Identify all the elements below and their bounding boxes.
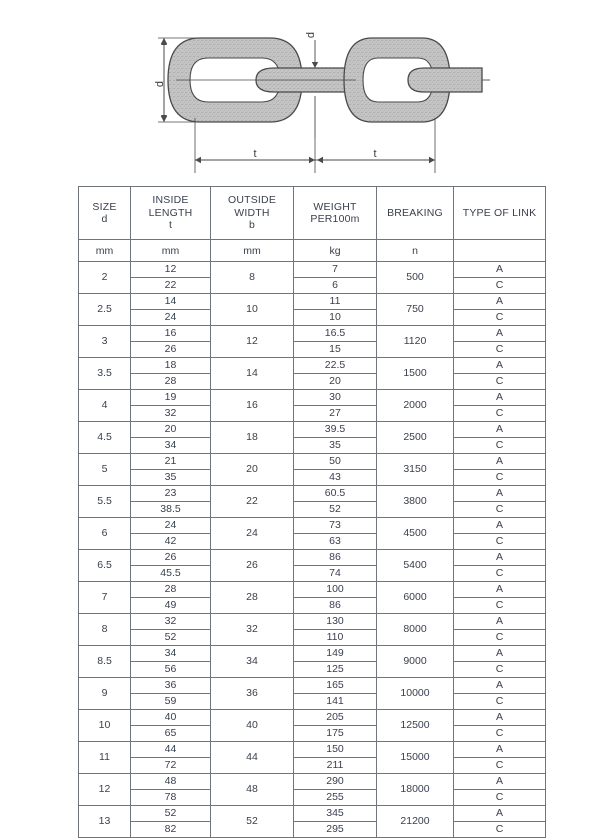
table-row xyxy=(79,278,546,294)
cell-inside-length: 32 xyxy=(131,406,211,422)
header-line: d xyxy=(101,213,108,225)
header-line: TYPE OF LINK xyxy=(462,206,537,219)
cell-inside-length: 34 xyxy=(131,438,211,454)
cell-type-of-link: C xyxy=(454,438,546,454)
cell-size: 4 xyxy=(79,390,131,422)
units-row xyxy=(79,240,546,262)
cell-weight: 86 xyxy=(294,550,377,566)
column-header-inside-length xyxy=(131,187,211,240)
column-header-outside-width xyxy=(211,187,294,240)
cell-weight: 27 xyxy=(294,406,377,422)
cell-weight: 60.5 xyxy=(294,486,377,502)
table-row xyxy=(79,470,546,486)
cell-weight: 345 xyxy=(294,806,377,822)
cell-weight: 30 xyxy=(294,390,377,406)
cell-size: 6 xyxy=(79,518,131,550)
cell-type-of-link: A xyxy=(454,550,546,566)
cell-type-of-link: C xyxy=(454,534,546,550)
cell-breaking: 18000 xyxy=(377,774,454,806)
table-row xyxy=(79,678,546,694)
cell-outside-width: 18 xyxy=(211,422,294,454)
cell-outside-width: 36 xyxy=(211,678,294,710)
table-row xyxy=(79,662,546,678)
dimension-label-t-1: t xyxy=(253,148,257,160)
cell-type-of-link: C xyxy=(454,374,546,390)
column-header-type-of-link xyxy=(454,187,546,240)
cell-breaking: 2000 xyxy=(377,390,454,422)
cell-inside-length: 14 xyxy=(131,294,211,310)
cell-outside-width: 10 xyxy=(211,294,294,326)
cell-size: 7 xyxy=(79,582,131,614)
table-row xyxy=(79,694,546,710)
header-line: WEIGHT xyxy=(313,200,357,213)
table-row xyxy=(79,294,546,310)
unit-cell-size: mm xyxy=(79,240,131,262)
cell-inside-length: 44 xyxy=(131,742,211,758)
cell-breaking: 12500 xyxy=(377,710,454,742)
cell-weight: 7 xyxy=(294,262,377,278)
cell-type-of-link: C xyxy=(454,566,546,582)
cell-type-of-link: A xyxy=(454,326,546,342)
table-row xyxy=(79,774,546,790)
cell-weight: 43 xyxy=(294,470,377,486)
cell-breaking: 3150 xyxy=(377,454,454,486)
table-row xyxy=(79,646,546,662)
table-row xyxy=(79,310,546,326)
cell-inside-length: 52 xyxy=(131,806,211,822)
cell-outside-width: 48 xyxy=(211,774,294,806)
cell-inside-length: 78 xyxy=(131,790,211,806)
specification-table-container xyxy=(78,186,545,838)
table-row xyxy=(79,486,546,502)
cell-type-of-link: C xyxy=(454,310,546,326)
cell-weight: 110 xyxy=(294,630,377,646)
cell-type-of-link: A xyxy=(454,262,546,278)
cell-size: 9 xyxy=(79,678,131,710)
cell-type-of-link: A xyxy=(454,614,546,630)
cell-size: 8.5 xyxy=(79,646,131,678)
cell-type-of-link: A xyxy=(454,358,546,374)
cell-inside-length: 34 xyxy=(131,646,211,662)
cell-outside-width: 22 xyxy=(211,486,294,518)
cell-outside-width: 12 xyxy=(211,326,294,358)
table-row xyxy=(79,742,546,758)
header-line: BREAKING xyxy=(387,206,443,219)
cell-inside-length: 32 xyxy=(131,614,211,630)
cell-inside-length: 82 xyxy=(131,822,211,838)
cell-outside-width: 34 xyxy=(211,646,294,678)
cell-size: 2.5 xyxy=(79,294,131,326)
cell-breaking: 4500 xyxy=(377,518,454,550)
unit-cell-type xyxy=(454,240,546,262)
cell-type-of-link: C xyxy=(454,694,546,710)
cell-size: 2 xyxy=(79,262,131,294)
header-line: INSIDE xyxy=(152,194,189,207)
cell-type-of-link: C xyxy=(454,342,546,358)
header-row xyxy=(79,187,546,240)
cell-inside-length: 21 xyxy=(131,454,211,470)
column-header-breaking xyxy=(377,187,454,240)
cell-inside-length: 35 xyxy=(131,470,211,486)
cell-inside-length: 48 xyxy=(131,774,211,790)
cell-inside-length: 72 xyxy=(131,758,211,774)
table-row xyxy=(79,726,546,742)
cell-weight: 130 xyxy=(294,614,377,630)
cell-breaking: 1500 xyxy=(377,358,454,390)
table-row xyxy=(79,534,546,550)
cell-inside-length: 65 xyxy=(131,726,211,742)
cell-weight: 125 xyxy=(294,662,377,678)
cell-weight: 50 xyxy=(294,454,377,470)
cell-inside-length: 12 xyxy=(131,262,211,278)
header-line: OUTSIDE xyxy=(227,194,277,207)
cell-weight: 6 xyxy=(294,278,377,294)
cell-inside-length: 23 xyxy=(131,486,211,502)
unit-cell-weight: kg xyxy=(294,240,377,262)
table-row xyxy=(79,518,546,534)
table-row xyxy=(79,630,546,646)
cell-breaking: 15000 xyxy=(377,742,454,774)
cell-weight: 211 xyxy=(294,758,377,774)
column-header-weight xyxy=(294,187,377,240)
cell-inside-length: 18 xyxy=(131,358,211,374)
cell-type-of-link: C xyxy=(454,406,546,422)
cell-inside-length: 24 xyxy=(131,310,211,326)
cell-type-of-link: A xyxy=(454,454,546,470)
cell-inside-length: 22 xyxy=(131,278,211,294)
cell-size: 11 xyxy=(79,742,131,774)
cell-weight: 15 xyxy=(294,342,377,358)
cell-breaking: 500 xyxy=(377,262,454,294)
table-row xyxy=(79,502,546,518)
cell-inside-length: 45.5 xyxy=(131,566,211,582)
cell-outside-width: 16 xyxy=(211,390,294,422)
cell-outside-width: 8 xyxy=(211,262,294,294)
cell-type-of-link: C xyxy=(454,758,546,774)
cell-weight: 63 xyxy=(294,534,377,550)
cell-weight: 11 xyxy=(294,294,377,310)
cell-outside-width: 14 xyxy=(211,358,294,390)
cell-type-of-link: A xyxy=(454,646,546,662)
cell-type-of-link: A xyxy=(454,774,546,790)
cell-size: 13 xyxy=(79,806,131,838)
cell-outside-width: 28 xyxy=(211,582,294,614)
cell-type-of-link: C xyxy=(454,598,546,614)
cell-weight: 100 xyxy=(294,582,377,598)
cell-weight: 141 xyxy=(294,694,377,710)
cell-inside-length: 28 xyxy=(131,582,211,598)
cell-size: 3.5 xyxy=(79,358,131,390)
cell-inside-length: 16 xyxy=(131,326,211,342)
cell-outside-width: 20 xyxy=(211,454,294,486)
cell-inside-length: 20 xyxy=(131,422,211,438)
cell-size: 8 xyxy=(79,614,131,646)
table-row xyxy=(79,422,546,438)
cell-type-of-link: A xyxy=(454,582,546,598)
cell-type-of-link: C xyxy=(454,726,546,742)
cell-type-of-link: C xyxy=(454,630,546,646)
dimension-label-d-thickness: d xyxy=(305,31,317,39)
cell-breaking: 10000 xyxy=(377,678,454,710)
header-line: WIDTH xyxy=(234,206,270,219)
cell-breaking: 6000 xyxy=(377,582,454,614)
table-row xyxy=(79,790,546,806)
cell-inside-length: 26 xyxy=(131,550,211,566)
cell-weight: 86 xyxy=(294,598,377,614)
cell-weight: 175 xyxy=(294,726,377,742)
table-row xyxy=(79,438,546,454)
table-header xyxy=(79,187,546,240)
chain-link-dimension-diagram xyxy=(150,8,490,183)
table-row xyxy=(79,806,546,822)
cell-inside-length: 26 xyxy=(131,342,211,358)
cell-weight: 205 xyxy=(294,710,377,726)
cell-size: 6.5 xyxy=(79,550,131,582)
cell-type-of-link: C xyxy=(454,502,546,518)
header-line: t xyxy=(168,219,173,232)
table-row xyxy=(79,822,546,838)
cell-type-of-link: A xyxy=(454,518,546,534)
table-row xyxy=(79,566,546,582)
cell-inside-length: 56 xyxy=(131,662,211,678)
unit-cell-break: n xyxy=(377,240,454,262)
cell-type-of-link: C xyxy=(454,470,546,486)
cell-breaking: 5400 xyxy=(377,550,454,582)
cell-breaking: 21200 xyxy=(377,806,454,838)
cell-weight: 149 xyxy=(294,646,377,662)
table-row xyxy=(79,374,546,390)
cell-weight: 35 xyxy=(294,438,377,454)
cell-breaking: 2500 xyxy=(377,422,454,454)
cell-type-of-link: A xyxy=(454,678,546,694)
cell-weight: 10 xyxy=(294,310,377,326)
cell-inside-length: 19 xyxy=(131,390,211,406)
cell-type-of-link: C xyxy=(454,790,546,806)
chain-diagram-area xyxy=(0,0,600,182)
header-line: LENGTH xyxy=(148,206,193,219)
header-line: b xyxy=(248,219,256,232)
cell-size: 4.5 xyxy=(79,422,131,454)
table-row xyxy=(79,406,546,422)
cell-inside-length: 40 xyxy=(131,710,211,726)
cell-size: 3 xyxy=(79,326,131,358)
dimension-label-t-2: t xyxy=(373,148,377,160)
cell-weight: 39.5 xyxy=(294,422,377,438)
cell-inside-length: 52 xyxy=(131,630,211,646)
table-row xyxy=(79,550,546,566)
cell-inside-length: 24 xyxy=(131,518,211,534)
table-body xyxy=(79,240,546,838)
cell-outside-width: 24 xyxy=(211,518,294,550)
table-row xyxy=(79,710,546,726)
dimension-label-d-vertical: d xyxy=(154,80,166,88)
cell-breaking: 3800 xyxy=(377,486,454,518)
cell-outside-width: 44 xyxy=(211,742,294,774)
cell-outside-width: 26 xyxy=(211,550,294,582)
cell-inside-length: 49 xyxy=(131,598,211,614)
table-row xyxy=(79,582,546,598)
cell-type-of-link: A xyxy=(454,294,546,310)
cell-weight: 150 xyxy=(294,742,377,758)
cell-inside-length: 38.5 xyxy=(131,502,211,518)
cell-weight: 73 xyxy=(294,518,377,534)
table-row xyxy=(79,358,546,374)
cell-inside-length: 36 xyxy=(131,678,211,694)
cell-weight: 295 xyxy=(294,822,377,838)
cell-inside-length: 59 xyxy=(131,694,211,710)
cell-breaking: 750 xyxy=(377,294,454,326)
table-row xyxy=(79,758,546,774)
table-row xyxy=(79,454,546,470)
cell-type-of-link: A xyxy=(454,710,546,726)
cell-weight: 20 xyxy=(294,374,377,390)
cell-breaking: 1120 xyxy=(377,326,454,358)
cell-type-of-link: C xyxy=(454,278,546,294)
cell-type-of-link: A xyxy=(454,390,546,406)
cell-size: 5 xyxy=(79,454,131,486)
unit-cell-out: mm xyxy=(211,240,294,262)
chain-link-tail xyxy=(408,68,490,92)
cell-type-of-link: A xyxy=(454,486,546,502)
cell-breaking: 8000 xyxy=(377,614,454,646)
chain-specification-table xyxy=(78,186,546,838)
cell-type-of-link: A xyxy=(454,806,546,822)
table-row xyxy=(79,342,546,358)
header-line: PER100m xyxy=(310,213,360,225)
cell-outside-width: 52 xyxy=(211,806,294,838)
unit-cell-inside: mm xyxy=(131,240,211,262)
cell-weight: 22.5 xyxy=(294,358,377,374)
table-row xyxy=(79,598,546,614)
header-line: SIZE xyxy=(92,200,117,213)
table-row xyxy=(79,614,546,630)
cell-inside-length: 28 xyxy=(131,374,211,390)
cell-size: 5.5 xyxy=(79,486,131,518)
table-row xyxy=(79,262,546,278)
table-row xyxy=(79,390,546,406)
cell-type-of-link: A xyxy=(454,742,546,758)
cell-inside-length: 42 xyxy=(131,534,211,550)
cell-weight: 16.5 xyxy=(294,326,377,342)
cell-type-of-link: A xyxy=(454,422,546,438)
column-header-size xyxy=(79,187,131,240)
cell-weight: 255 xyxy=(294,790,377,806)
cell-weight: 74 xyxy=(294,566,377,582)
cell-breaking: 9000 xyxy=(377,646,454,678)
cell-outside-width: 32 xyxy=(211,614,294,646)
cell-type-of-link: C xyxy=(454,822,546,838)
cell-size: 10 xyxy=(79,710,131,742)
cell-weight: 52 xyxy=(294,502,377,518)
cell-weight: 290 xyxy=(294,774,377,790)
cell-type-of-link: C xyxy=(454,662,546,678)
table-row xyxy=(79,326,546,342)
cell-outside-width: 40 xyxy=(211,710,294,742)
cell-size: 12 xyxy=(79,774,131,806)
cell-weight: 165 xyxy=(294,678,377,694)
